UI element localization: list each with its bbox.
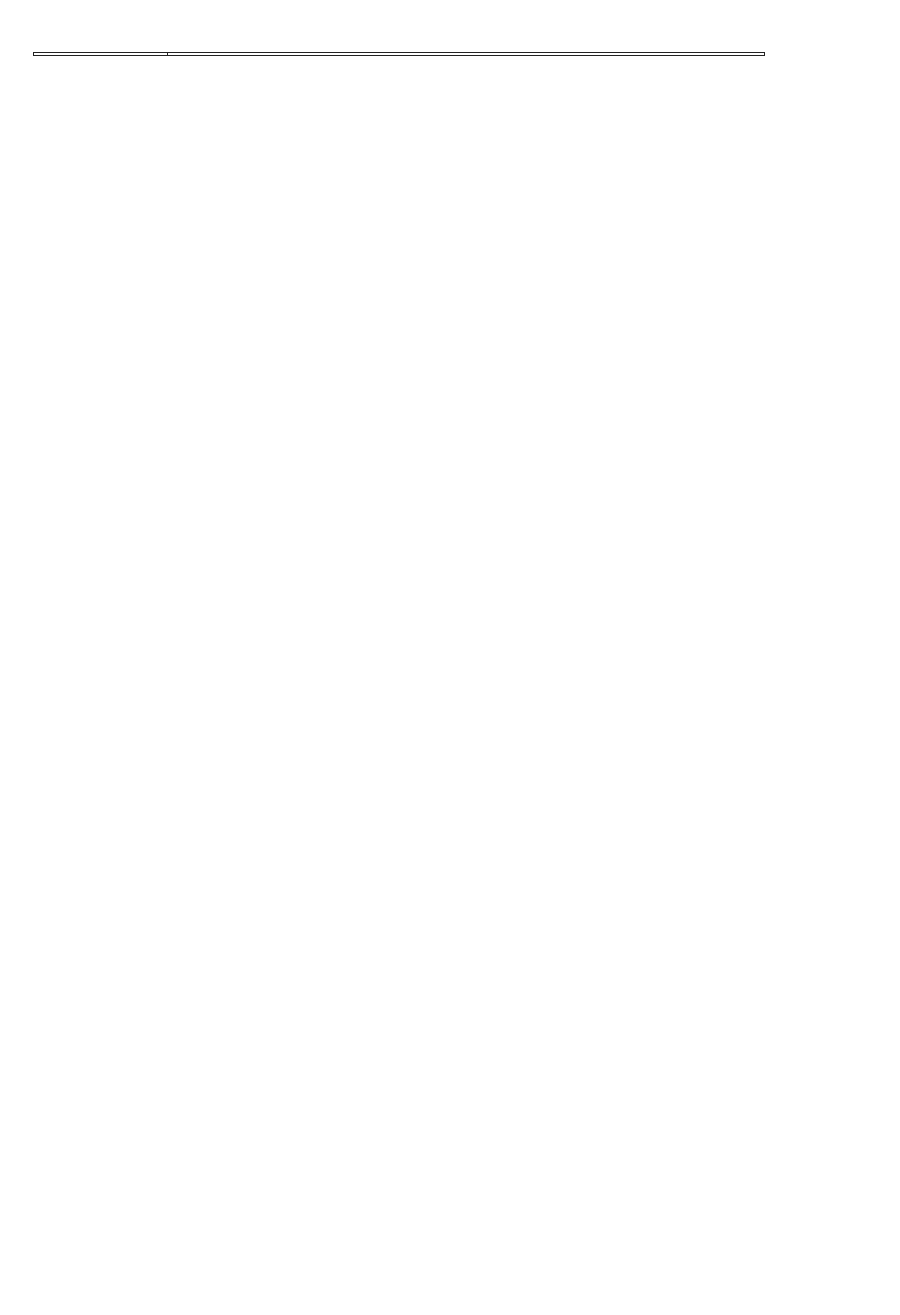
column-header-time xyxy=(34,53,168,56)
column-header-description xyxy=(168,53,765,56)
table-header-row xyxy=(34,53,765,56)
document-page xyxy=(30,38,860,68)
gift-table xyxy=(33,52,765,56)
